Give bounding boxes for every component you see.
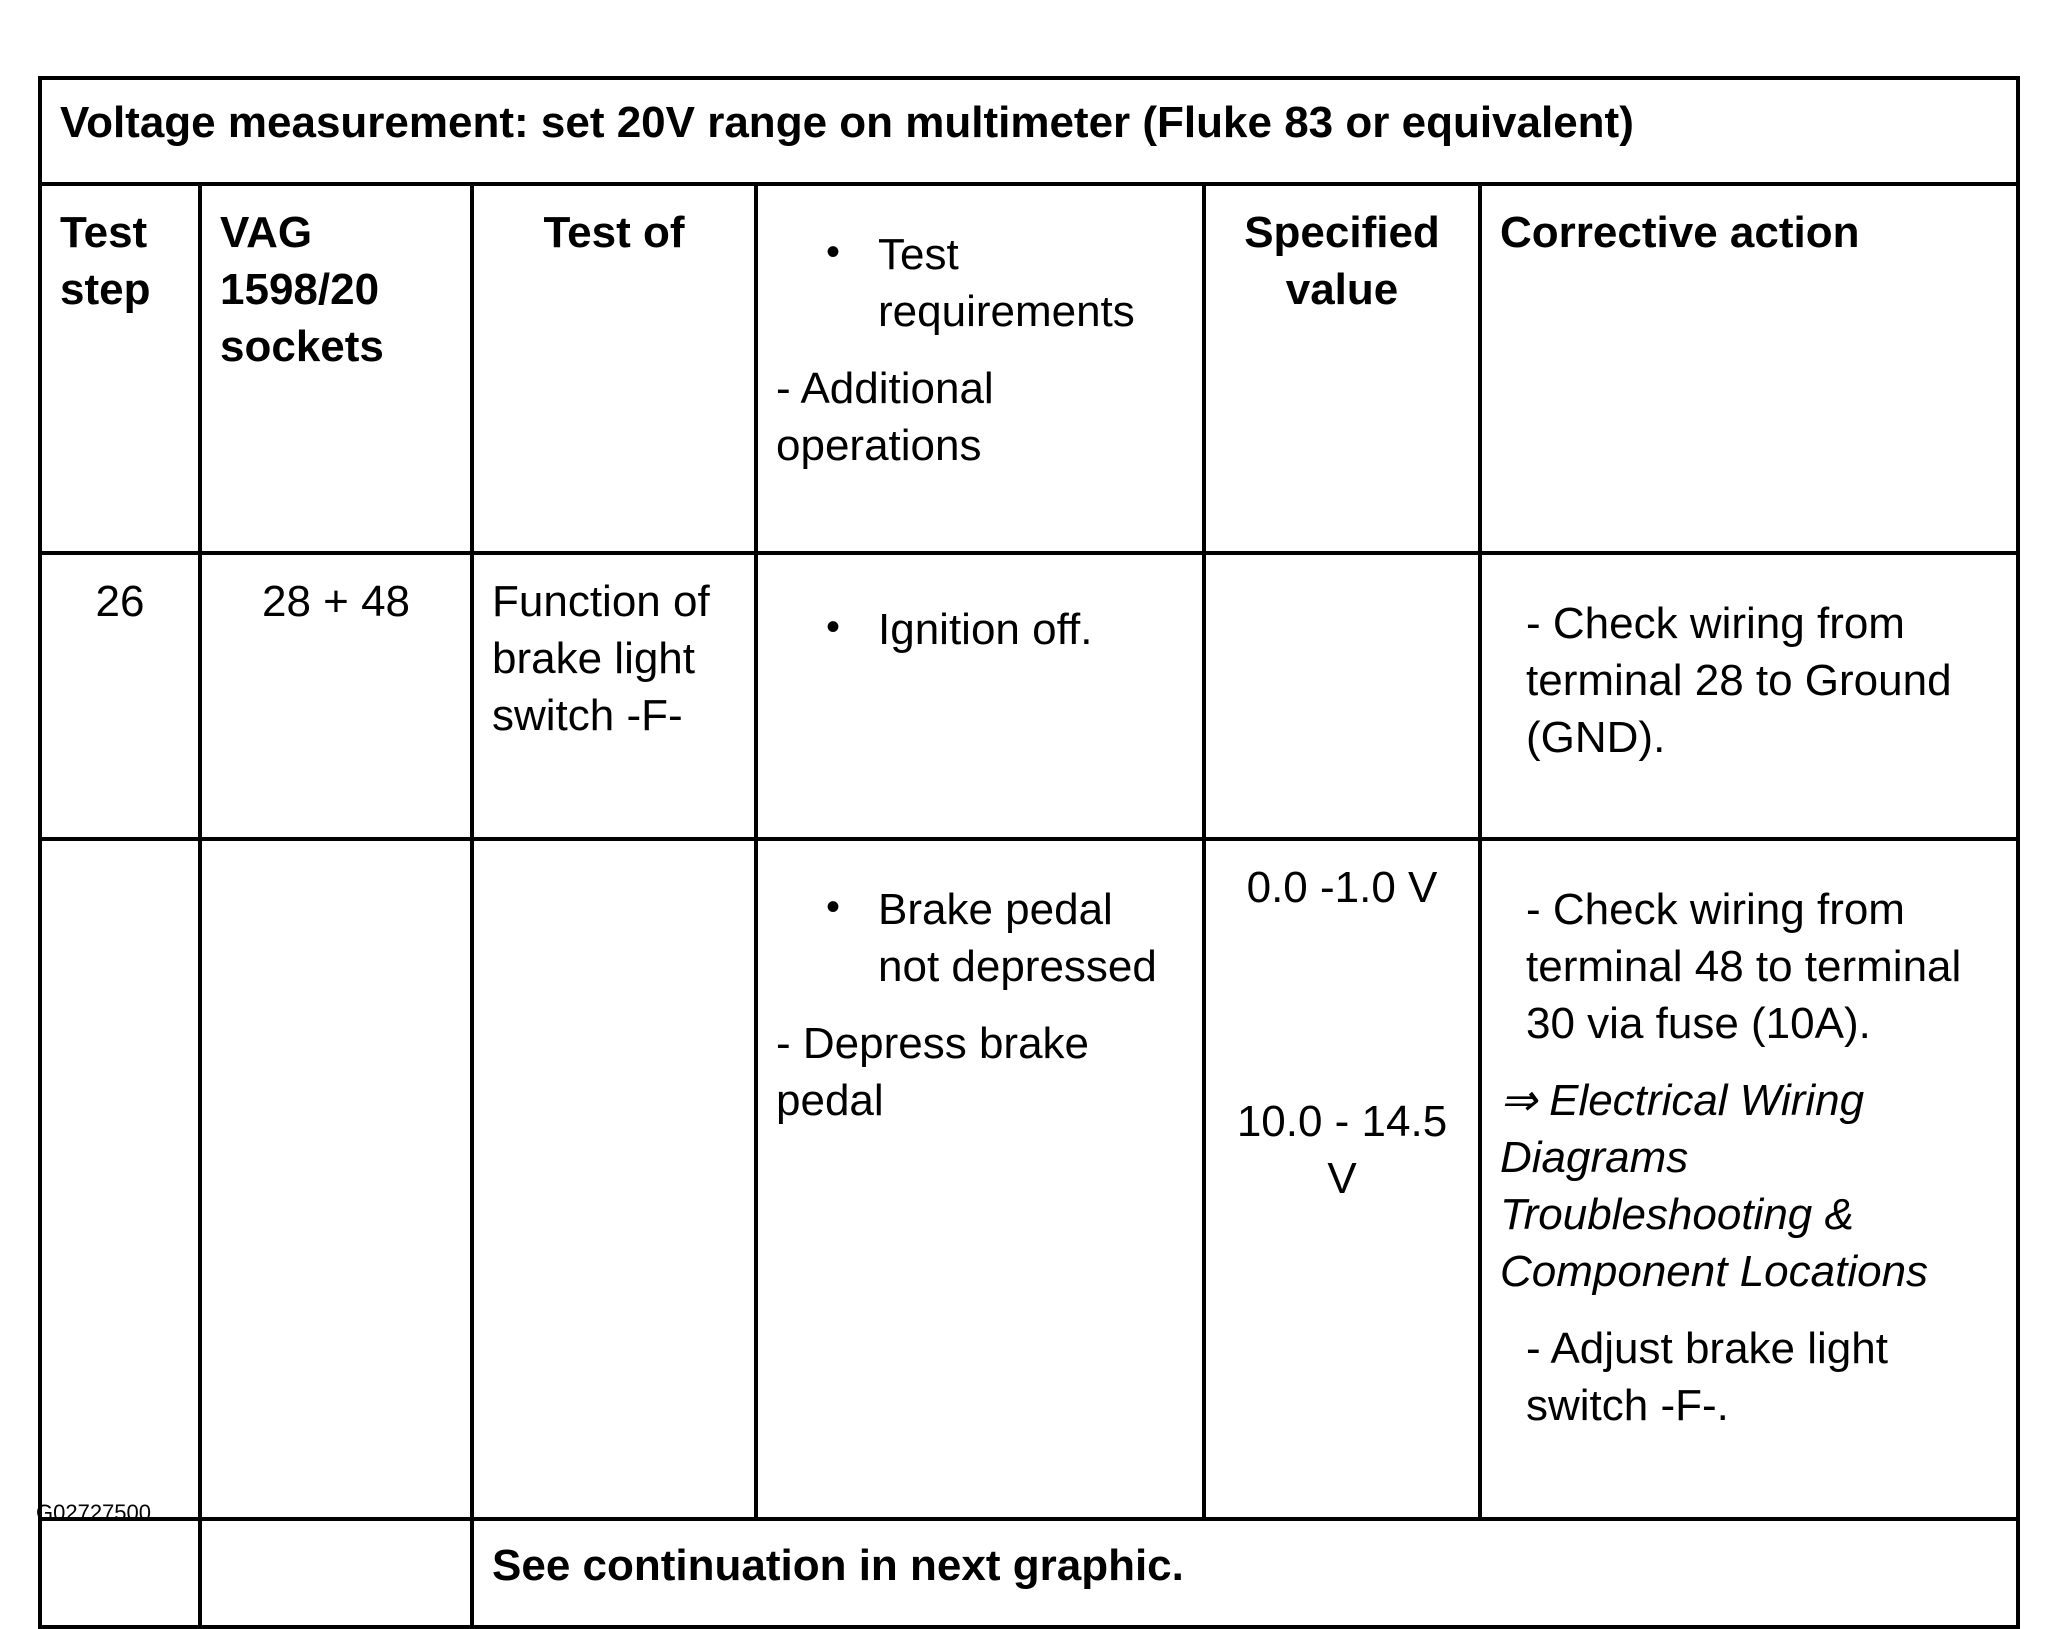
list-item: • Test requirements: [776, 226, 1184, 340]
table-row: [40, 839, 2018, 1519]
header-sockets: VAG 1598/20 sockets: [200, 184, 472, 553]
cell-specified-value: [1204, 553, 1480, 839]
continuation-row: [40, 1519, 2018, 1627]
table-title-row: [40, 78, 2018, 184]
cell-empty: [200, 1519, 472, 1627]
list-item: • Ignition off.: [776, 601, 1184, 658]
cell-requirements: • Brake pedal not depressed - Depress brake pedal: [756, 839, 1204, 1519]
cell-requirements: [756, 553, 1204, 839]
cell-test-step: 26: [40, 553, 200, 839]
cell-sockets: [200, 839, 472, 1519]
figure-id: G02727500: [36, 1500, 151, 1525]
header-row: [40, 184, 2018, 553]
header-test-step: Test step: [40, 184, 200, 553]
bullet-icon: •: [826, 230, 841, 274]
test-table: [38, 76, 2020, 1629]
bullet-icon: •: [826, 885, 841, 929]
cell-specified-value: 0.0 -1.0 V 10.0 - 14.5 V: [1204, 839, 1480, 1519]
list-item: • Brake pedal not depressed: [776, 881, 1184, 995]
bullet-icon: •: [826, 605, 841, 649]
cell-test-of: [472, 839, 756, 1519]
header-specified-value: Specified value: [1204, 184, 1480, 553]
cell-sockets: 28 + 48: [200, 553, 472, 839]
header-requirements: • Test requirements - Additional operations: [756, 184, 1204, 553]
cell-empty: [40, 1519, 200, 1627]
header-corrective-action: Corrective action: [1480, 184, 2018, 553]
cell-test-of: Function of brake light switch -F-: [472, 553, 756, 839]
cell-corrective-action: - Check wiring from terminal 48 to terminal 30 via fuse (10A). ⇒ Electrical Wiring Diagrams Troubleshooting & Component Locations - Adjust brake light switch -F-.: [1480, 839, 2018, 1519]
wiring-diagram-reference: ⇒ Electrical Wiring Diagrams Troubleshooting & Component Locations: [1500, 1076, 1929, 1296]
cell-corrective-action: - Check wiring from terminal 28 to Ground (GND).: [1480, 553, 2018, 839]
table-row: [40, 553, 2018, 839]
table-title: Voltage measurement: set 20V range on multimeter (Fluke 83 or equivalent): [40, 78, 2018, 184]
continuation-note: See continuation in next graphic.: [472, 1519, 2018, 1627]
cell-test-step: [40, 839, 200, 1519]
header-test-of: Test of: [472, 184, 756, 553]
